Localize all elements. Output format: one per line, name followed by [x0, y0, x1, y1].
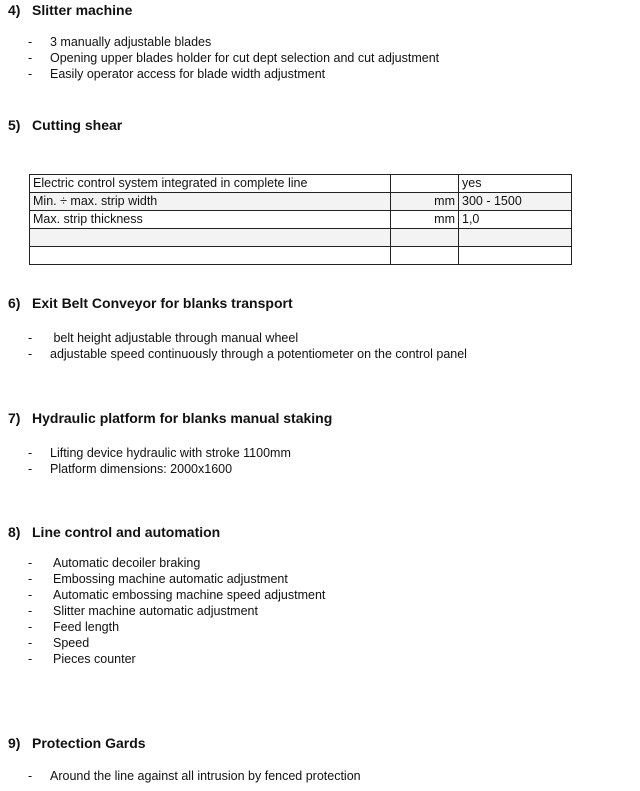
section-title: Exit Belt Conveyor for blanks transport: [32, 295, 293, 311]
list-item: - belt height adjustable through manual wheel: [28, 331, 299, 345]
spec-unit: mm: [391, 211, 459, 229]
spec-value: [459, 247, 572, 265]
spec-label: [30, 247, 391, 265]
spec-value: yes: [459, 175, 572, 193]
section-7-heading: [8, 410, 332, 426]
list-item: - Feed length: [28, 620, 120, 634]
list-item: - Automatic embossing machine speed adjustment: [28, 588, 326, 602]
spec-unit: [391, 175, 459, 193]
spec-value: [459, 229, 572, 247]
list-item: - Automatic decoiler braking: [28, 556, 201, 570]
section-title: Protection Gards: [32, 735, 146, 751]
section-8-heading: [8, 524, 220, 540]
section-number: 8): [8, 524, 21, 540]
section-6-bullets: [28, 330, 467, 362]
table-row: [30, 193, 572, 211]
list-item: - Opening upper blades holder for cut dept selection and cut adjustment: [28, 51, 440, 65]
spec-value: 1,0: [459, 211, 572, 229]
table-row: [30, 175, 572, 193]
spec-unit: mm: [391, 193, 459, 211]
list-item: - Pieces counter: [28, 652, 136, 666]
section-title: Cutting shear: [32, 117, 123, 133]
spec-value: 300 - 1500: [459, 193, 572, 211]
list-item: - Platform dimensions: 2000x1600: [28, 462, 233, 476]
spec-label: Electric control system integrated in complete line: [30, 175, 391, 193]
section-title: Line control and automation: [32, 524, 221, 540]
section-title: Slitter machine: [32, 2, 133, 18]
section-9-bullets: [28, 768, 361, 784]
list-item: - Lifting device hydraulic with stroke 1100mm: [28, 446, 291, 460]
spec-label: [30, 229, 391, 247]
list-item: - Around the line against all intrusion by fenced protection: [28, 769, 361, 783]
spec-unit: [391, 229, 459, 247]
section-number: 9): [8, 735, 21, 751]
table-row: [30, 211, 572, 229]
section-8-bullets: [28, 555, 325, 667]
section-9-heading: [8, 735, 146, 751]
section-6-heading: [8, 295, 293, 311]
table-row: [30, 229, 572, 247]
section-5-heading: [8, 117, 122, 133]
section-number: 5): [8, 117, 21, 133]
list-item: - 3 manually adjustable blades: [28, 35, 212, 49]
cutting-shear-spec-table: [29, 174, 572, 265]
spec-label: Max. strip thickness: [30, 211, 391, 229]
section-number: 6): [8, 295, 21, 311]
section-7-bullets: [28, 445, 291, 477]
list-item: - Easily operator access for blade width adjustment: [28, 67, 326, 81]
section-4-bullets: [28, 34, 439, 82]
section-title: Hydraulic platform for blanks manual staking: [32, 410, 333, 426]
section-number: 7): [8, 410, 21, 426]
list-item: - adjustable speed continuously through a potentiometer on the control panel: [28, 347, 467, 361]
list-item: - Speed: [28, 636, 90, 650]
list-item: - Embossing machine automatic adjustment: [28, 572, 288, 586]
table-row: [30, 247, 572, 265]
spec-label: Min. ÷ max. strip width: [30, 193, 391, 211]
section-4-heading: [8, 2, 132, 18]
section-number: 4): [8, 2, 21, 18]
list-item: - Slitter machine automatic adjustment: [28, 604, 258, 618]
spec-unit: [391, 247, 459, 265]
